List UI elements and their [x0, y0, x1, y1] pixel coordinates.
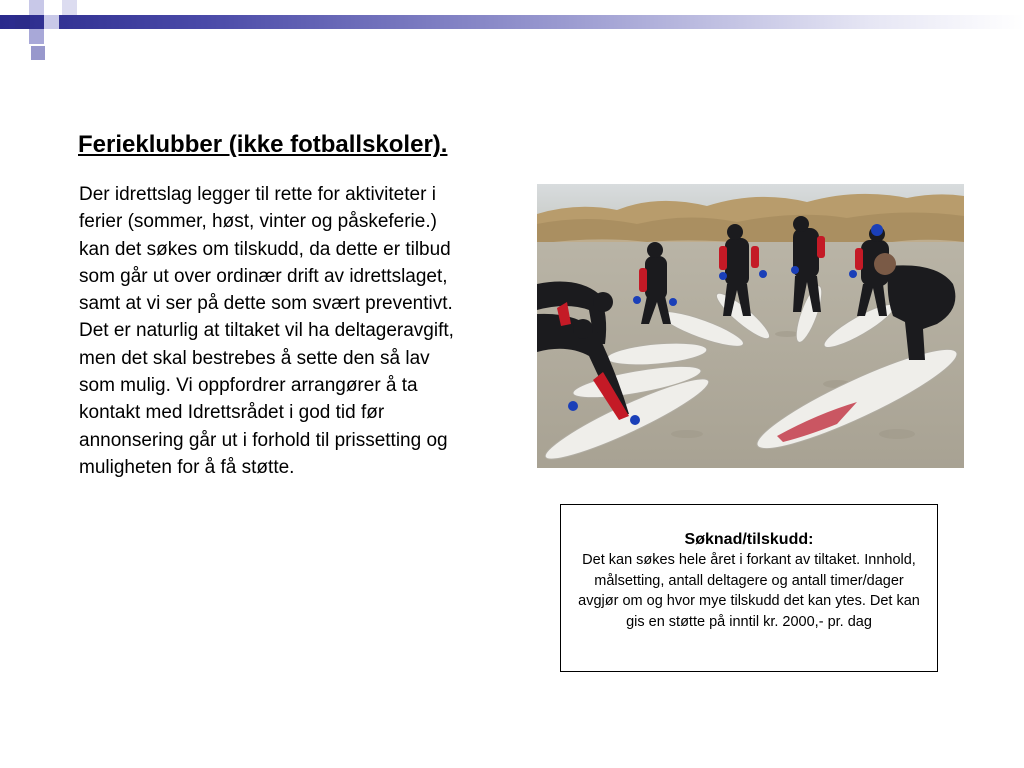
- slide-title: Ferieklubber (ikke fotballskoler).: [78, 131, 448, 158]
- application-info-box: [560, 504, 938, 672]
- header-square-dark: [15, 15, 30, 29]
- header-square-mid: [29, 29, 44, 44]
- surf-lesson-photo: [537, 184, 964, 468]
- info-box-body: Det kan søkes hele året i forkant av tiltaket. Innhold, målsetting, antall deltagere og antall timer/dager avgjør om og hvor mye tilskudd det kan ytes. Det kan gis en støtte på inntil kr. 2000,- pr. dag: [578, 552, 920, 630]
- header-square-light: [29, 0, 44, 15]
- header-gradient-bar: [0, 15, 1024, 29]
- header-square-light: [62, 0, 77, 15]
- header-square-light: [44, 15, 59, 29]
- body-paragraph: Der idrettslag legger til rette for aktiviteter i ferier (sommer, høst, vinter og påskeferie.) kan det søkes om tilskudd, da dette er tilbud som går ut over ordinær drift av idrettslaget, samt at vi ser på dette som svært preventivt.: [79, 184, 453, 315]
- info-box-title: Søknad/tilskudd:: [684, 531, 814, 548]
- header-square-mid: [31, 46, 45, 60]
- body-paragraph: Det er naturlig at tiltaket vil ha deltageravgift, men det skal bestrebes å sette den så lav som mulig. Vi oppfordrer arrangører å ta kontakt med Idrettsrådet i god tid før annonsering går ut i forhold til prissetting og muligheten for å få støtte.: [79, 320, 454, 478]
- body-text: [79, 181, 459, 481]
